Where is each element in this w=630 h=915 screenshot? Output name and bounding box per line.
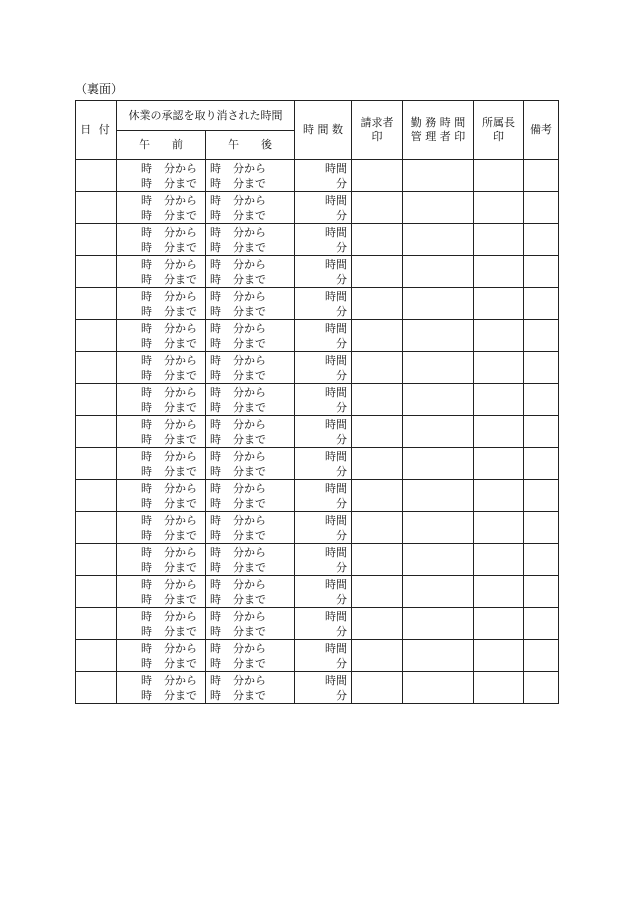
- remarks-cell[interactable]: [524, 384, 559, 416]
- pm-time-cell[interactable]: 時 分から 時 分まで: [206, 256, 295, 288]
- page-side-label: （裏面）: [75, 82, 124, 96]
- remarks-cell[interactable]: [524, 416, 559, 448]
- header-remarks: 備考: [524, 101, 559, 160]
- manager-seal-cell[interactable]: [403, 640, 474, 672]
- header-am: 午 前: [117, 131, 206, 160]
- remarks-cell[interactable]: [524, 352, 559, 384]
- hours-cell[interactable]: 時間 分: [295, 320, 352, 352]
- hours-cell[interactable]: 時間 分: [295, 256, 352, 288]
- leave-cancellation-table: [75, 100, 559, 704]
- requester-seal-cell[interactable]: [352, 448, 403, 480]
- am-time-cell[interactable]: 時 分から 時 分まで: [117, 416, 206, 448]
- remarks-cell[interactable]: [524, 480, 559, 512]
- manager-seal-cell[interactable]: [403, 416, 474, 448]
- dept-head-seal-cell[interactable]: [474, 416, 524, 448]
- date-cell[interactable]: [76, 512, 117, 544]
- pm-time-cell[interactable]: 時 分から 時 分まで: [206, 576, 295, 608]
- am-time-cell[interactable]: 時 分から 時 分まで: [117, 448, 206, 480]
- am-time-cell[interactable]: 時 分から 時 分まで: [117, 288, 206, 320]
- remarks-cell[interactable]: [524, 640, 559, 672]
- manager-seal-cell[interactable]: [403, 544, 474, 576]
- pm-time-cell[interactable]: 時 分から 時 分まで: [206, 544, 295, 576]
- am-time-cell[interactable]: 時 分から 時 分まで: [117, 192, 206, 224]
- table-row: [76, 416, 559, 448]
- hours-cell[interactable]: 時間 分: [295, 640, 352, 672]
- requester-seal-cell[interactable]: [352, 288, 403, 320]
- pm-time-cell[interactable]: 時 分から 時 分まで: [206, 192, 295, 224]
- table-row: [76, 160, 559, 192]
- remarks-cell[interactable]: [524, 288, 559, 320]
- table-row: [76, 576, 559, 608]
- am-time-cell[interactable]: 時 分から 時 分まで: [117, 224, 206, 256]
- date-cell[interactable]: [76, 320, 117, 352]
- dept-head-seal-cell[interactable]: [474, 160, 524, 192]
- table-row: [76, 384, 559, 416]
- remarks-cell[interactable]: [524, 544, 559, 576]
- date-cell[interactable]: [76, 416, 117, 448]
- dept-head-seal-cell[interactable]: [474, 576, 524, 608]
- manager-seal-cell[interactable]: [403, 288, 474, 320]
- am-time-cell[interactable]: 時 分から 時 分まで: [117, 544, 206, 576]
- requester-seal-cell[interactable]: [352, 320, 403, 352]
- dept-head-seal-cell[interactable]: [474, 384, 524, 416]
- dept-head-seal-cell[interactable]: [474, 256, 524, 288]
- hours-cell[interactable]: 時間 分: [295, 288, 352, 320]
- manager-seal-cell[interactable]: [403, 512, 474, 544]
- manager-seal-cell[interactable]: [403, 224, 474, 256]
- table-row: [76, 224, 559, 256]
- am-time-cell[interactable]: 時 分から 時 分まで: [117, 608, 206, 640]
- remarks-cell[interactable]: [524, 160, 559, 192]
- hours-cell[interactable]: 時間 分: [295, 448, 352, 480]
- table-row: [76, 448, 559, 480]
- am-time-cell[interactable]: 時 分から 時 分まで: [117, 160, 206, 192]
- manager-seal-cell[interactable]: [403, 672, 474, 704]
- am-time-cell[interactable]: 時 分から 時 分まで: [117, 256, 206, 288]
- remarks-cell[interactable]: [524, 608, 559, 640]
- hours-cell[interactable]: 時間 分: [295, 544, 352, 576]
- am-time-cell[interactable]: 時 分から 時 分まで: [117, 576, 206, 608]
- remarks-cell[interactable]: [524, 672, 559, 704]
- date-cell[interactable]: [76, 608, 117, 640]
- requester-seal-cell[interactable]: [352, 352, 403, 384]
- header-pm: 午 後: [206, 131, 295, 160]
- hours-cell[interactable]: 時間 分: [295, 224, 352, 256]
- date-cell[interactable]: [76, 544, 117, 576]
- date-cell[interactable]: [76, 352, 117, 384]
- manager-seal-cell[interactable]: [403, 192, 474, 224]
- header-hours: 時 間 数: [295, 101, 352, 160]
- manager-seal-cell[interactable]: [403, 320, 474, 352]
- requester-seal-cell[interactable]: [352, 480, 403, 512]
- pm-time-cell[interactable]: 時 分から 時 分まで: [206, 640, 295, 672]
- table-row: [76, 480, 559, 512]
- pm-time-cell[interactable]: 時 分から 時 分まで: [206, 320, 295, 352]
- requester-seal-cell[interactable]: [352, 512, 403, 544]
- dept-head-seal-cell[interactable]: [474, 288, 524, 320]
- table-row: [76, 192, 559, 224]
- manager-seal-cell[interactable]: [403, 160, 474, 192]
- date-cell[interactable]: [76, 288, 117, 320]
- pm-time-cell[interactable]: 時 分から 時 分まで: [206, 224, 295, 256]
- dept-head-seal-cell[interactable]: [474, 224, 524, 256]
- requester-seal-cell[interactable]: [352, 416, 403, 448]
- pm-time-cell[interactable]: 時 分から 時 分まで: [206, 384, 295, 416]
- am-time-cell[interactable]: 時 分から 時 分まで: [117, 480, 206, 512]
- table-body: [76, 160, 559, 704]
- hours-cell[interactable]: 時間 分: [295, 480, 352, 512]
- am-time-cell[interactable]: 時 分から 時 分まで: [117, 352, 206, 384]
- date-cell[interactable]: [76, 160, 117, 192]
- dept-head-seal-cell[interactable]: [474, 672, 524, 704]
- remarks-cell[interactable]: [524, 192, 559, 224]
- hours-cell[interactable]: 時間 分: [295, 672, 352, 704]
- pm-time-cell[interactable]: 時 分から 時 分まで: [206, 480, 295, 512]
- dept-head-seal-cell[interactable]: [474, 320, 524, 352]
- table-row: [76, 256, 559, 288]
- requester-seal-cell[interactable]: [352, 256, 403, 288]
- dept-head-seal-cell[interactable]: [474, 512, 524, 544]
- table-row: [76, 288, 559, 320]
- pm-time-cell[interactable]: 時 分から 時 分まで: [206, 352, 295, 384]
- manager-seal-cell[interactable]: [403, 352, 474, 384]
- remarks-cell[interactable]: [524, 576, 559, 608]
- table-row: [76, 352, 559, 384]
- dept-head-seal-cell[interactable]: [474, 544, 524, 576]
- am-time-cell[interactable]: 時 分から 時 分まで: [117, 320, 206, 352]
- remarks-cell[interactable]: [524, 448, 559, 480]
- table-row: [76, 640, 559, 672]
- hours-cell[interactable]: 時間 分: [295, 192, 352, 224]
- dept-head-seal-cell[interactable]: [474, 352, 524, 384]
- date-cell[interactable]: [76, 480, 117, 512]
- pm-time-cell[interactable]: 時 分から 時 分まで: [206, 672, 295, 704]
- requester-seal-cell[interactable]: [352, 544, 403, 576]
- hours-cell[interactable]: 時間 分: [295, 352, 352, 384]
- manager-seal-cell[interactable]: [403, 608, 474, 640]
- header-cancelled-time: 休業の承認を取り消された時間: [117, 101, 295, 131]
- manager-seal-cell[interactable]: [403, 256, 474, 288]
- requester-seal-cell[interactable]: [352, 640, 403, 672]
- date-cell[interactable]: [76, 576, 117, 608]
- header-date: 日 付: [76, 101, 117, 160]
- pm-time-cell[interactable]: 時 分から 時 分まで: [206, 512, 295, 544]
- am-time-cell[interactable]: 時 分から 時 分まで: [117, 384, 206, 416]
- table-row: [76, 608, 559, 640]
- remarks-cell[interactable]: [524, 224, 559, 256]
- pm-time-cell[interactable]: 時 分から 時 分まで: [206, 160, 295, 192]
- date-cell[interactable]: [76, 256, 117, 288]
- requester-seal-cell[interactable]: [352, 160, 403, 192]
- am-time-cell[interactable]: 時 分から 時 分まで: [117, 672, 206, 704]
- manager-seal-cell[interactable]: [403, 384, 474, 416]
- dept-head-seal-cell[interactable]: [474, 640, 524, 672]
- date-cell[interactable]: [76, 224, 117, 256]
- hours-cell[interactable]: 時間 分: [295, 160, 352, 192]
- am-time-cell[interactable]: 時 分から 時 分まで: [117, 640, 206, 672]
- date-cell[interactable]: [76, 384, 117, 416]
- remarks-cell[interactable]: [524, 512, 559, 544]
- pm-time-cell[interactable]: 時 分から 時 分まで: [206, 288, 295, 320]
- dept-head-seal-cell[interactable]: [474, 192, 524, 224]
- requester-seal-cell[interactable]: [352, 608, 403, 640]
- date-cell[interactable]: [76, 192, 117, 224]
- requester-seal-cell[interactable]: [352, 192, 403, 224]
- dept-head-seal-cell[interactable]: [474, 448, 524, 480]
- hours-cell[interactable]: 時間 分: [295, 576, 352, 608]
- remarks-cell[interactable]: [524, 256, 559, 288]
- requester-seal-cell[interactable]: [352, 576, 403, 608]
- hours-cell[interactable]: 時間 分: [295, 416, 352, 448]
- manager-seal-cell[interactable]: [403, 576, 474, 608]
- remarks-cell[interactable]: [524, 320, 559, 352]
- hours-cell[interactable]: 時間 分: [295, 608, 352, 640]
- manager-seal-cell[interactable]: [403, 480, 474, 512]
- dept-head-seal-cell[interactable]: [474, 608, 524, 640]
- pm-time-cell[interactable]: 時 分から 時 分まで: [206, 416, 295, 448]
- pm-time-cell[interactable]: 時 分から 時 分まで: [206, 608, 295, 640]
- requester-seal-cell[interactable]: [352, 672, 403, 704]
- header-attendance-manager-seal: 勤 務 時 間 管 理 者 印: [403, 101, 474, 160]
- hours-cell[interactable]: 時間 分: [295, 384, 352, 416]
- requester-seal-cell[interactable]: [352, 384, 403, 416]
- header-department-head-seal: 所属長 印: [474, 101, 524, 160]
- date-cell[interactable]: [76, 672, 117, 704]
- pm-time-cell[interactable]: 時 分から 時 分まで: [206, 448, 295, 480]
- table-row: [76, 320, 559, 352]
- table-row: [76, 672, 559, 704]
- table-row: [76, 544, 559, 576]
- am-time-cell[interactable]: 時 分から 時 分まで: [117, 512, 206, 544]
- table-row: [76, 512, 559, 544]
- date-cell[interactable]: [76, 640, 117, 672]
- header-requester-seal: 請求者 印: [352, 101, 403, 160]
- requester-seal-cell[interactable]: [352, 224, 403, 256]
- manager-seal-cell[interactable]: [403, 448, 474, 480]
- hours-cell[interactable]: 時間 分: [295, 512, 352, 544]
- date-cell[interactable]: [76, 448, 117, 480]
- dept-head-seal-cell[interactable]: [474, 480, 524, 512]
